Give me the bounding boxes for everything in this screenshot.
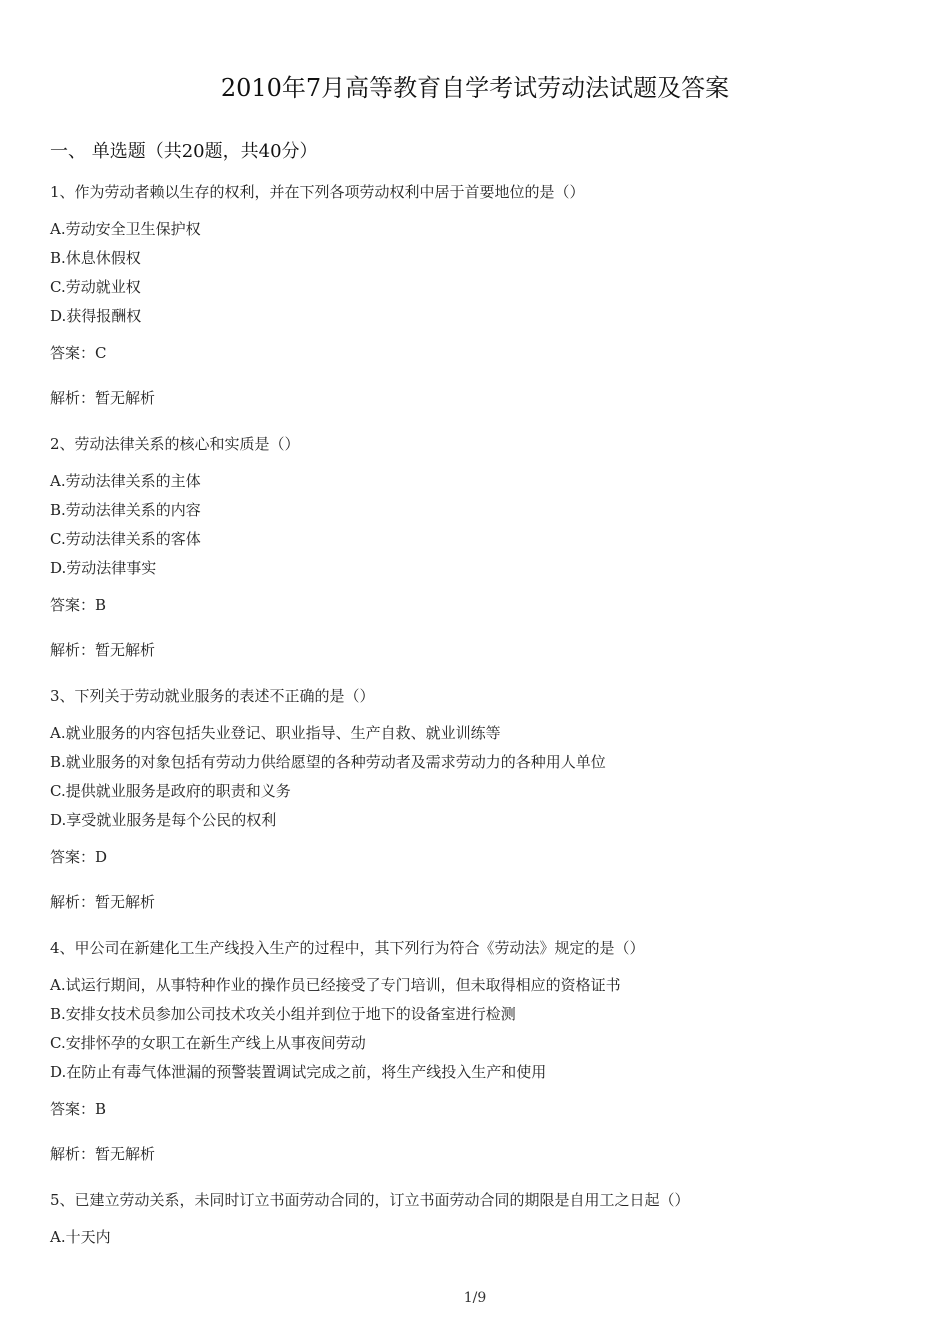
question-stem: 4、甲公司在新建化工生产线投入生产的过程中，其下列行为符合《劳动法》规定的是（） xyxy=(50,939,645,957)
answer: 答案：D xyxy=(50,848,108,866)
analysis: 解析：暂无解析 xyxy=(50,641,156,659)
question-stem: 1、作为劳动者赖以生存的权利，并在下列各项劳动权利中居于首要地位的是（） xyxy=(50,183,585,201)
analysis: 解析：暂无解析 xyxy=(50,1145,156,1163)
option-c: C.劳动法律关系的客体 xyxy=(50,530,201,548)
analysis: 解析：暂无解析 xyxy=(50,893,156,911)
option-b: B.劳动法律关系的内容 xyxy=(50,501,201,519)
section-heading: 一、 单选题（共20题，共40分） xyxy=(50,141,318,162)
option-a: A.就业服务的内容包括失业登记、职业指导、生产自救、就业训练等 xyxy=(50,724,501,742)
option-c: C.劳动就业权 xyxy=(50,278,141,296)
answer: 答案：C xyxy=(50,344,107,362)
option-c: C.提供就业服务是政府的职责和义务 xyxy=(50,782,291,800)
page-number: 1/9 xyxy=(463,1290,487,1306)
question-stem: 2、劳动法律关系的核心和实质是（） xyxy=(50,435,300,453)
option-d: D.在防止有毒气体泄漏的预警装置调试完成之前，将生产线投入生产和使用 xyxy=(50,1063,547,1081)
option-b: B.就业服务的对象包括有劳动力供给愿望的各种劳动者及需求劳动力的各种用人单位 xyxy=(50,753,606,771)
option-a: A.劳动法律关系的主体 xyxy=(50,472,201,490)
option-a: A.十天内 xyxy=(50,1228,111,1246)
option-b: B.休息休假权 xyxy=(50,249,141,267)
option-d: D.获得报酬权 xyxy=(50,307,142,325)
option-a: A.试运行期间，从事特种作业的操作员已经接受了专门培训，但未取得相应的资格证书 xyxy=(50,976,621,994)
option-a: A.劳动安全卫生保护权 xyxy=(50,220,201,238)
analysis: 解析：暂无解析 xyxy=(50,389,156,407)
question-stem: 5、已建立劳动关系，未同时订立书面劳动合同的，订立书面劳动合同的期限是自用工之日起（） xyxy=(50,1191,690,1209)
option-b: B.安排女技术员参加公司技术攻关小组并到位于地下的设备室进行检测 xyxy=(50,1005,516,1023)
document-title: 2010年7月高等教育自学考试劳动法试题及答案 xyxy=(220,74,730,102)
option-c: C.安排怀孕的女职工在新生产线上从事夜间劳动 xyxy=(50,1034,366,1052)
answer: 答案：B xyxy=(50,1100,107,1118)
option-d: D.劳动法律事实 xyxy=(50,559,157,577)
option-d: D.享受就业服务是每个公民的权利 xyxy=(50,811,277,829)
question-stem: 3、下列关于劳动就业服务的表述不正确的是（） xyxy=(50,687,375,705)
answer: 答案：B xyxy=(50,596,107,614)
